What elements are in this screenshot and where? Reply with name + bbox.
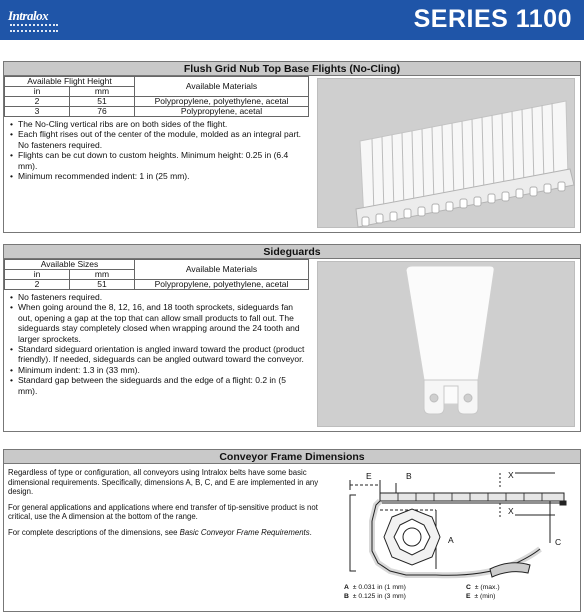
- flight-unit-mm: mm: [70, 87, 135, 97]
- sideguards-spec-table: [4, 259, 309, 290]
- flight-height-header: Available Flight Height: [5, 77, 135, 87]
- frame-panel: [3, 449, 581, 612]
- frame-paragraph: For general applications and applications where end transfer of tip-sensitive product is not critical, use the A dimension at the bottom of the range.: [8, 502, 318, 522]
- flight-row-in: 2: [5, 97, 70, 107]
- frame-reference-link: Basic Conveyor Frame Requirements: [179, 527, 310, 537]
- dimension-label-c: C: [555, 537, 562, 547]
- list-item: • The No-Cling vertical ribs are on both sides of the flight.: [10, 119, 305, 129]
- sideguard-materials-header: Available Materials: [135, 260, 309, 280]
- list-item: • Minimum recommended indent: 1 in (25 mm).: [10, 171, 305, 181]
- sideguard-row-mm: 51: [70, 280, 135, 290]
- tolerance-e: E ± (min): [466, 593, 496, 600]
- tolerance-a: A ± 0.031 in (1 mm): [344, 584, 406, 591]
- dimension-label-e: E: [366, 471, 372, 481]
- list-item: • Minimum indent: 1.3 in (33 mm).: [10, 365, 305, 375]
- table-row: [5, 280, 309, 290]
- logo-dots: [10, 24, 58, 32]
- sideguard-row-materials: Polypropylene, polyethylene, acetal: [135, 280, 309, 290]
- flight-row-materials: Polypropylene, acetal: [135, 107, 309, 117]
- list-item: • When going around the 8, 12, 16, and 18 tooth sprockets, sideguards fan out, opening a gap at the top that can allow small products to fall out. The sideguards stay completely closed when wrapping around the 24 tooth and larger sprockets.: [10, 302, 305, 344]
- frame-paragraph: Regardless of type or configuration, all conveyors using Intralox belts have some basic dimensional requirements. Specifically, dimensions A, B, C, and E are implemented in any design.: [8, 468, 319, 497]
- frame-title: Conveyor Frame Dimensions: [4, 450, 580, 464]
- flight-photo: [317, 78, 575, 228]
- flight-materials-header: Available Materials: [135, 77, 309, 97]
- frame-reference-end: .: [309, 527, 312, 537]
- flight-row-materials: Polypropylene, polyethylene, acetal: [135, 97, 309, 107]
- list-item: • Standard sideguard orientation is angled inward toward the product (product friendly). If needed, sideguards can be angled outward toward the conveyor.: [10, 344, 305, 365]
- frame-paragraph-reference: [8, 528, 330, 538]
- series-title: SERIES 1100: [413, 5, 572, 33]
- dimension-label-b: B: [406, 471, 412, 481]
- list-item: • Standard gap between the sideguards and the edge of a flight: 0.2 in (5 mm).: [10, 375, 305, 396]
- frame-paragraph: For complete descriptions of the dimensions, see: [8, 527, 180, 537]
- flights-panel: [3, 61, 581, 233]
- dimension-label-x-top: X: [508, 470, 514, 480]
- sideguards-panel: [3, 244, 581, 432]
- flights-title: Flush Grid Nub Top Base Flights (No-Cling): [4, 62, 580, 76]
- flight-row-mm: 51: [70, 97, 135, 107]
- tolerance-c: C ± (max.): [466, 584, 500, 591]
- intralox-logo: [4, 4, 60, 36]
- dimension-label-a: A: [448, 535, 454, 545]
- sideguard-row-in: 2: [5, 280, 70, 290]
- logo-text: Intralox: [8, 8, 49, 23]
- sideguard-photo: [317, 261, 575, 427]
- series-banner: [0, 0, 584, 40]
- list-item: • Each flight rises out of the center of the module, molded as an integral part. No fasteners required.: [10, 129, 305, 150]
- sideguard-illustration: [318, 262, 576, 428]
- flight-illustration: [318, 79, 576, 229]
- list-item: • Flights can be cut down to custom heights. Minimum height: 0.25 in (6.4 mm).: [10, 150, 305, 171]
- list-item: • No fasteners required.: [10, 292, 305, 302]
- dimension-label-x-mid: X: [508, 506, 514, 516]
- sideguard-sizes-header: Available Sizes: [5, 260, 135, 270]
- table-row: [5, 97, 309, 107]
- flights-spec-table: [4, 76, 309, 117]
- sideguards-spec-column: [4, 259, 309, 396]
- sideguards-bullets: [4, 290, 309, 396]
- flights-bullets: [4, 117, 309, 181]
- sideguard-unit-in: in: [5, 270, 70, 280]
- flights-spec-column: [4, 76, 309, 181]
- flight-row-in: 3: [5, 107, 70, 117]
- conveyor-diagram: [340, 465, 576, 583]
- flight-unit-in: in: [5, 87, 70, 97]
- flight-row-mm: 76: [70, 107, 135, 117]
- tolerance-b: B ± 0.125 in (3 mm): [344, 593, 406, 600]
- table-row: [5, 107, 309, 117]
- sideguards-title: Sideguards: [4, 245, 580, 259]
- frame-description: [8, 468, 330, 544]
- sideguard-unit-mm: mm: [70, 270, 135, 280]
